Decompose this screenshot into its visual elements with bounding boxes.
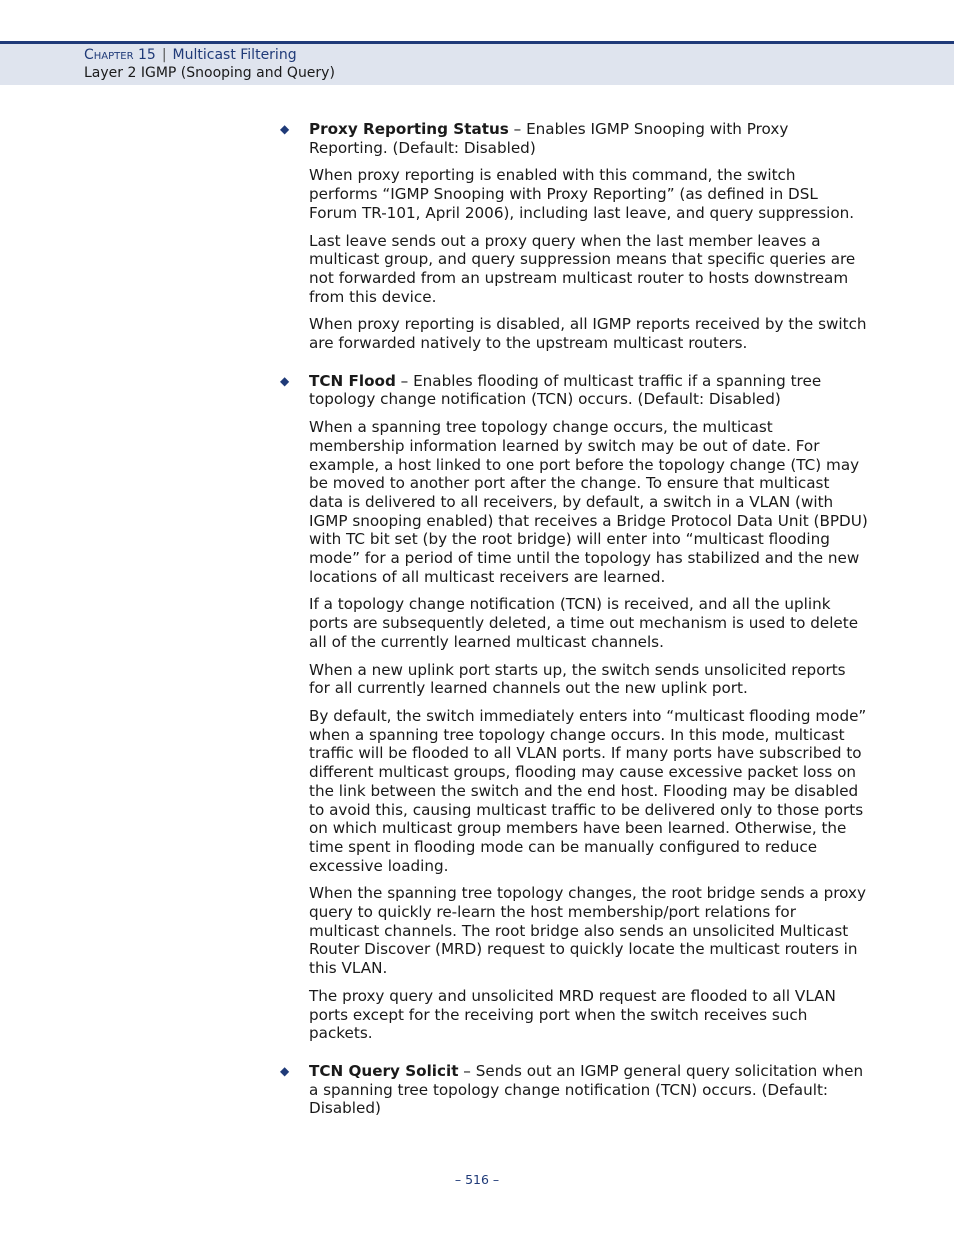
definition-item-tcn-flood <box>280 372 868 1043</box>
diamond-bullet-icon: ◆ <box>280 1063 290 1078</box>
diamond-bullet-icon: ◆ <box>280 373 290 388</box>
definition-item-proxy-reporting-status <box>280 120 868 353</box>
definition-lead <box>309 372 868 409</box>
definition-lead-text: – Enables IGMP Snooping with Proxy Reporting. (Default: Disabled) <box>309 120 789 157</box>
main-content <box>280 120 868 1137</box>
paragraph: When proxy reporting is disabled, all IGMP reports received by the switch are forwarded natively to the upstream multicast routers. <box>309 315 867 353</box>
definition-lead-text: – Enables flooding of multicast traffic if a spanning tree topology change notification (TCN) occurs. (Default: Disabled) <box>309 371 822 409</box>
paragraph: When proxy reporting is enabled with this command, the switch performs “IGMP Snooping with Proxy Reporting” (as defined in DSL Forum TR-101, April 2006), including last leave, and query suppression. <box>309 166 855 222</box>
header-separator: | <box>161 47 167 63</box>
chapter-title: Multicast Filtering <box>172 47 297 63</box>
paragraph: By default, the switch immediately enters into “multicast flooding mode” when a spanning tree topology change occurs. In this mode, multicast traffic will be flooded to all VLAN ports. If many ports have subscribed to different multicast groups, flooding may cause excessive packet loss on the link between the switch and the end host. Flooding may be disabled to avoid this, causing multicast traffic to be delivered only to those ports on which multicast group members have been learned. Otherwise, the time spent in flooding mode can be manually configured to reduce excessive loading. <box>309 706 867 875</box>
definition-body <box>309 120 868 353</box>
paragraph: The proxy query and unsolicited MRD request are flooded to all VLAN ports except for the receiving port when the switch receives such packets. <box>309 986 836 1043</box>
paragraph: Last leave sends out a proxy query when the last member leaves a multicast group, and query suppression means that specific queries are not forwarded from an upstream multicast router to hosts downstream from this device. <box>309 231 856 306</box>
chapter-line <box>84 47 297 63</box>
definition-lead <box>309 120 868 157</box>
paragraph: If a topology change notification (TCN) is received, and all the uplink ports are subsequently deleted, a time out mechanism is used to delete all of the currently learned multicast channels. <box>309 595 859 651</box>
paragraph: When the spanning tree topology changes, the root bridge sends a proxy query to quickly re-learn the host membership/port relations for multicast channels. The root bridge also sends an unsolicited Multicast Router Discover (MRD) request to quickly locate the multicast routers in this VLAN. <box>309 884 866 978</box>
definition-body <box>309 372 868 1043</box>
section-title: Layer 2 IGMP (Snooping and Query) <box>84 65 335 81</box>
definition-term: Proxy Reporting Status <box>309 120 509 138</box>
definition-item-tcn-query-solicit <box>280 1062 868 1118</box>
definition-term: TCN Flood <box>309 371 396 390</box>
diamond-bullet-icon: ◆ <box>280 122 290 136</box>
definition-body <box>309 1062 868 1118</box>
page-number: – 516 – <box>454 1172 500 1187</box>
definition-term: TCN Query Solicit <box>309 1061 459 1080</box>
running-header <box>0 41 954 85</box>
paragraph: When a spanning tree topology change occurs, the multicast membership information learned by switch may be out of date. For example, a host linked to one port before the topology change (TC) may be moved to another port after the change. To ensure that multicast data is delivered to all receivers, by default, a switch in a VLAN (with IGMP snooping enabled) that receives a Bridge Protocol Data Unit (BPDU) with TC bit set (by the root bridge) will enter into “multicast flooding mode” for a period of time until the topology has stabilized and the new locations of all multicast receivers are learned. <box>309 418 868 586</box>
chapter-label: Chapter 15 <box>84 47 156 63</box>
definition-lead <box>309 1062 868 1118</box>
paragraph: When a new uplink port starts up, the switch sends unsolicited reports for all currently learned channels out the new uplink port. <box>309 660 846 698</box>
definition-lead-text: – Sends out an IGMP general query solicitation when a spanning tree topology change notification (TCN) occurs. (Default: Disabled) <box>309 1061 864 1118</box>
